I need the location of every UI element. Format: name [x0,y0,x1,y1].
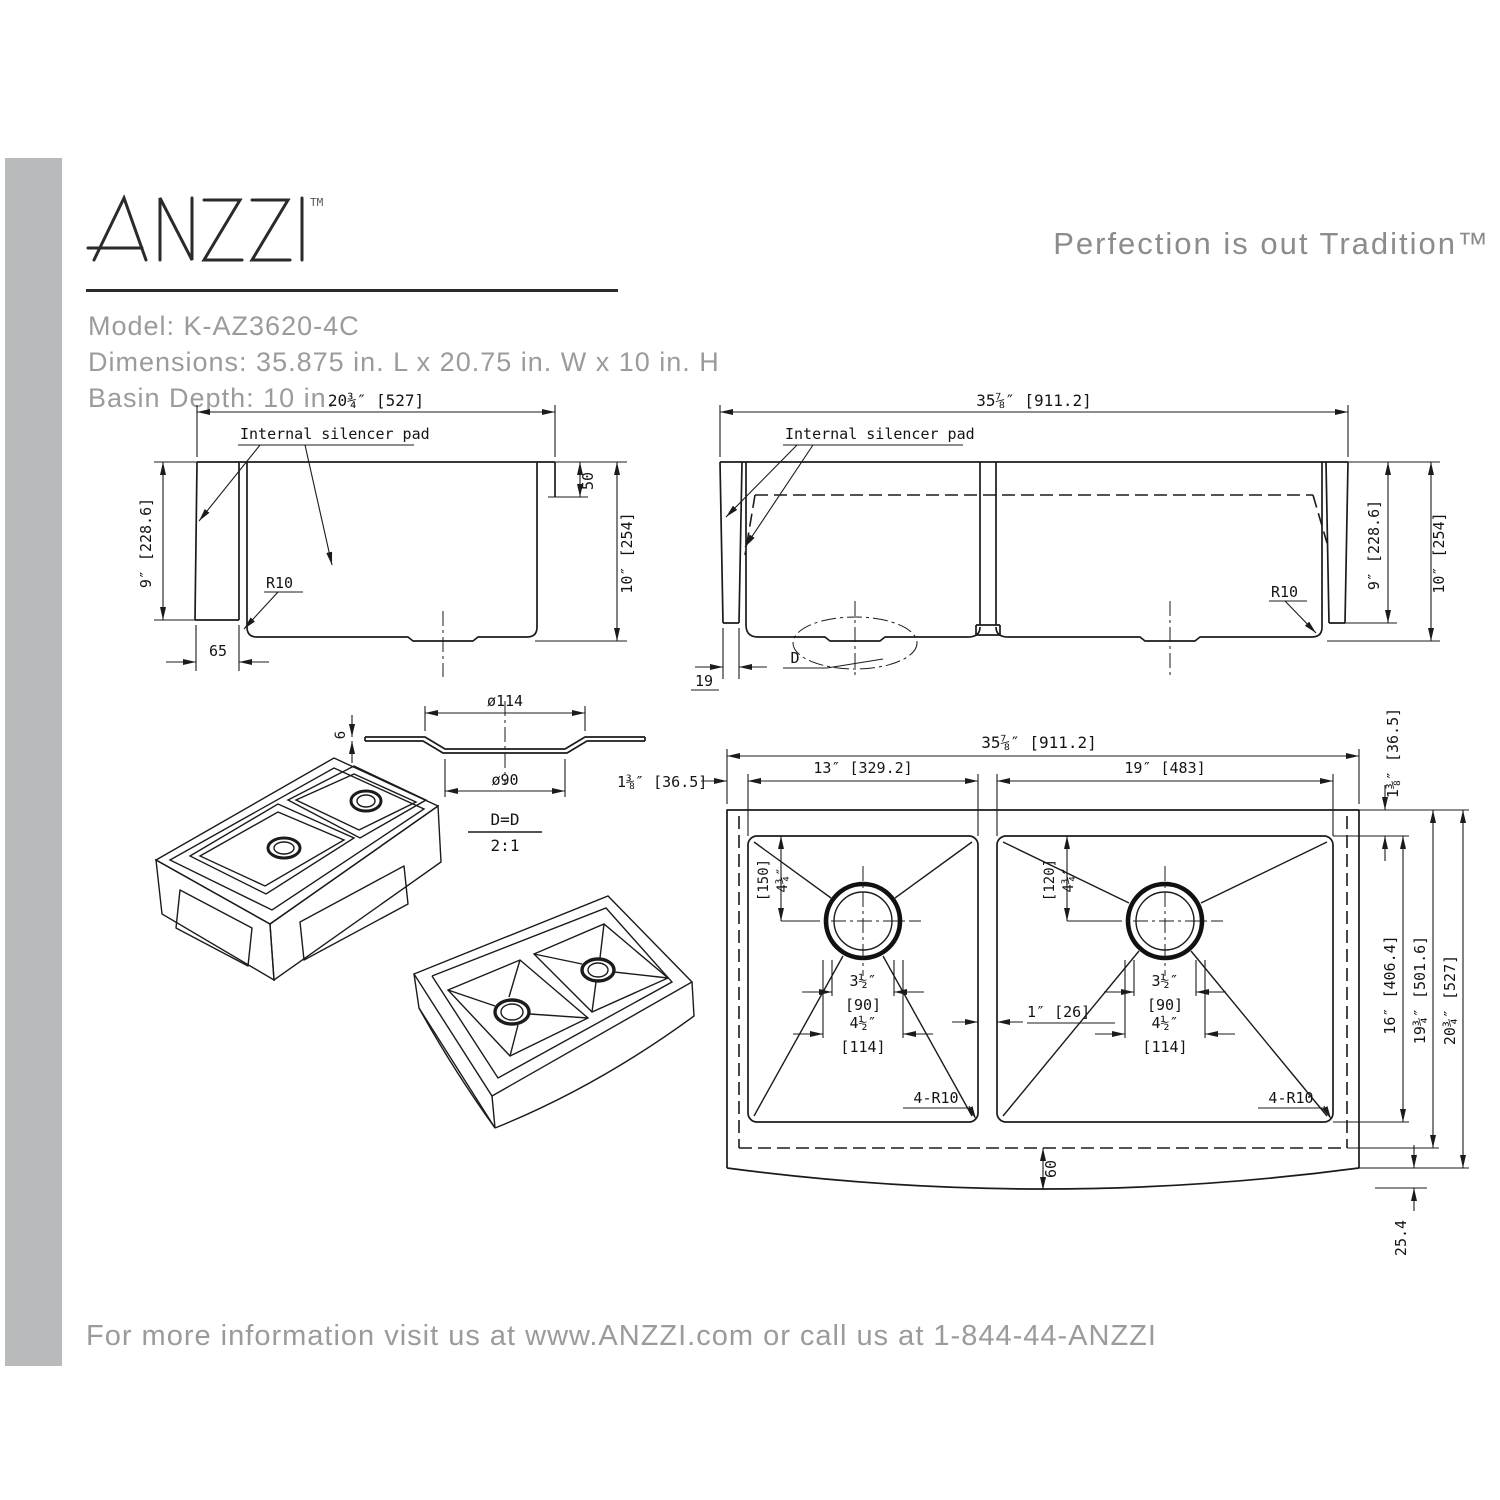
plan-corner-radius-label: 4-R10 [913,1089,959,1107]
front-height9-dim: 9″ [228.6] [1365,499,1383,591]
plan-right-margin-dim: 1⅜″ [36.5] [1384,707,1402,799]
brand-tagline: Perfection is out Tradition™ [1053,226,1490,261]
logo-tm: TM [310,196,324,209]
model-number: Model: K-AZ3620-4C [88,311,360,341]
plan-drain-opening-in: 3½″ [849,972,877,990]
anzzi-logo [86,192,346,270]
side-apron-dim: 65 [208,642,228,660]
accent-bar [5,158,62,1366]
section-scale: 2:1 [490,836,520,855]
side-view-drawing [137,385,660,690]
plan-drain-flange-in: 4½″ [1151,1014,1179,1032]
section-name: D=D [490,810,520,829]
front-apron-dim: 19 [694,672,714,690]
plan-drain1-offset-mm: [150] [756,858,772,902]
plan-bowl2-width-dim: 19″ [483] [1124,759,1206,777]
plan-drain-opening-mm: [90] [1146,996,1184,1014]
footer-contact-line: For more information visit us at www.ANZZI.com or call us at 1-844-44-ANZZI [86,1320,1157,1352]
front-radius-label: R10 [1271,583,1299,601]
plan-corner-radius-label: 4-R10 [1268,1089,1314,1107]
side-radius-label: R10 [266,574,294,592]
side-pad-label: Internal silencer pad [240,425,430,443]
plan-drain2-offset-in: 4¾″ [1061,867,1077,893]
plan-left-margin-dim: 1⅜″ [36.5] [617,773,708,791]
basin-depth: Basin Depth: 10 in. [88,383,336,413]
side-height10-dim: 10″ [254] [618,512,636,594]
plan-width-dim: 35⅞″ [911.2] [981,733,1097,752]
plan-apron-bow-dim: 25.4 [1392,1219,1410,1257]
plan-total-length-dim: 20¾″ [527] [1441,954,1459,1046]
plan-drain-flange-in: 4½″ [849,1014,877,1032]
side-height9-dim: 9″ [228.6] [137,497,155,589]
section-thickness-dim: 6 [333,730,349,740]
plan-bowl1-width-dim: 13″ [329.2] [813,759,913,777]
plan-bowl-length-dim: 16″ [406.4] [1381,935,1399,1035]
plan-drain1-offset-in: 4¾″ [775,867,791,893]
plan-drain-opening-mm: [90] [844,996,882,1014]
front-pad-label: Internal silencer pad [785,425,975,443]
plan-divider-dim: 1″ [26] [1027,1003,1091,1021]
plan-drain-flange-mm: [114] [840,1038,886,1056]
plan-drain-flange-mm: [114] [1142,1038,1188,1056]
section-outer-dia: ø114 [486,692,524,710]
side-lip-dim: 50 [579,471,597,491]
plan-drain-opening-in: 3½″ [1151,972,1179,990]
plan-inner-length-dim: 19¾″ [501.6] [1411,935,1429,1045]
side-width-dim: 20¾″ [527] [327,391,425,410]
logo-underline [86,289,618,292]
section-inner-dia: ø90 [491,771,519,789]
front-width-dim: 35⅞″ [911.2] [976,391,1092,410]
overall-dimensions: Dimensions: 35.875 in. L x 20.75 in. W x 10 in. H [88,347,720,377]
front-view-drawing [685,385,1500,690]
plan-drain2-offset-mm: [120] [1042,858,1058,902]
plan-view-drawing [615,690,1500,1302]
front-height10-dim: 10″ [254] [1430,512,1448,594]
front-detail-mark: D [790,649,800,667]
plan-front-gap-dim: 60 [1042,1159,1060,1179]
